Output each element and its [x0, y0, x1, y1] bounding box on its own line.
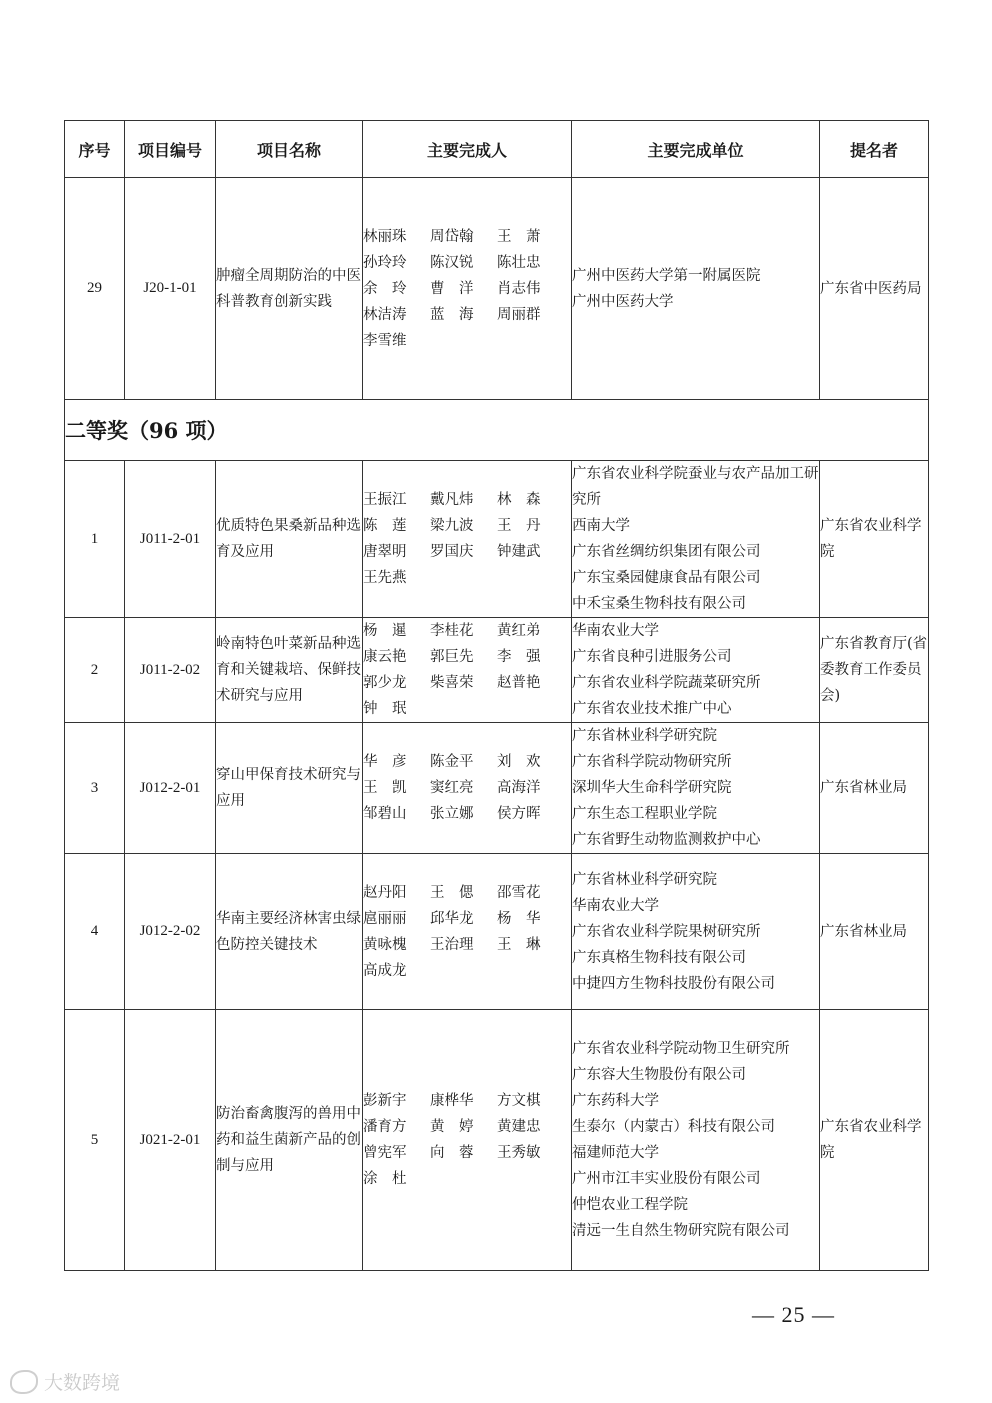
table-header-row: [65, 121, 929, 178]
row-index: 2: [65, 618, 125, 723]
person-name: 肖志伟: [497, 280, 541, 297]
table-row: [65, 723, 929, 854]
person-name: 高海洋: [497, 780, 541, 796]
person-name: 扈丽丽: [363, 910, 407, 927]
person-name: 潘育方: [363, 1119, 407, 1135]
person-name: 邹碧山: [363, 806, 407, 822]
row-people: [363, 178, 572, 400]
person-name: 黄咏槐: [363, 936, 407, 953]
row-code: J20-1-01: [125, 178, 216, 400]
section-row: [65, 400, 929, 461]
person-name: 柴喜荣: [430, 675, 474, 691]
unit-name: 福建师范大学: [572, 1145, 659, 1161]
row-code: J012-2-01: [125, 723, 216, 854]
person-name: 邱华龙: [430, 910, 474, 927]
person-name: 王秀敏: [497, 1145, 541, 1161]
person-name: 黄 婷: [430, 1119, 474, 1135]
person-name: 余 玲: [363, 280, 407, 297]
person-name: 康云艳: [363, 649, 407, 665]
person-name: 杨 华: [497, 910, 541, 927]
person-name: 王 丹: [497, 518, 541, 534]
person-name: 窦红亮: [430, 780, 474, 796]
person-name: 王治理: [430, 936, 474, 953]
person-name: 李 强: [497, 649, 541, 665]
row-project-name: 肿瘤全周期防治的中医科普教育创新实践: [216, 178, 363, 400]
unit-name: 广东药科大学: [572, 1093, 659, 1109]
person-name: 康桦华: [430, 1093, 474, 1109]
person-name: 陈 莲: [363, 518, 407, 534]
person-name: 陈汉锐: [430, 254, 474, 271]
row-code: J012-2-02: [125, 854, 216, 1010]
unit-name: 深圳华大生命科学研究院: [572, 780, 732, 796]
person-name: 张立娜: [430, 806, 474, 822]
row-index: 5: [65, 1010, 125, 1271]
person-name: 方文棋: [497, 1093, 541, 1109]
row-people: [363, 618, 572, 723]
row-people: [363, 723, 572, 854]
unit-name: 广东生态工程职业学院: [572, 806, 717, 822]
person-name: 高成龙: [363, 962, 407, 979]
person-name: 周丽群: [497, 306, 541, 323]
person-name: 王振江: [363, 492, 407, 508]
person-name: 王 凯: [363, 780, 407, 796]
person-name: 赵普艳: [497, 675, 541, 691]
person-name: 赵丹阳: [363, 884, 407, 901]
unit-name: 广州市江丰实业股份有限公司: [572, 1171, 761, 1187]
person-name: 钟建武: [497, 544, 541, 560]
person-name: 杨 暹: [363, 623, 407, 639]
unit-name: 广州中医药大学第一附属医院: [572, 267, 761, 284]
person-name: 彭新宇: [363, 1093, 407, 1109]
person-name: 蓝 海: [430, 306, 474, 323]
row-people: [363, 1010, 572, 1271]
person-name: 林 森: [497, 492, 541, 508]
person-name: 陈壮忠: [497, 254, 541, 271]
row-nominator: 广东省林业局: [820, 723, 929, 854]
person-name: 曾宪军: [363, 1145, 407, 1161]
unit-name: 仲恺农业工程学院: [572, 1197, 688, 1213]
row-index: 4: [65, 854, 125, 1010]
row-index: 3: [65, 723, 125, 854]
unit-name: 广东省林业科学研究院: [572, 871, 717, 888]
person-name: 唐翠明: [363, 544, 407, 560]
person-name: 李雪维: [363, 332, 407, 349]
unit-name: 中捷四方生物科技股份有限公司: [572, 975, 775, 992]
person-name: 曹 洋: [430, 280, 474, 297]
person-name: 戴凡炜: [430, 492, 474, 508]
header-nominator: 提名者: [820, 121, 929, 178]
person-name: 王先燕: [363, 570, 407, 586]
person-name: 周岱翰: [430, 228, 474, 245]
awards-table: [64, 120, 929, 1271]
unit-name: 广东省农业科学院蚕业与农产品加工研究所: [572, 466, 819, 508]
unit-name: 华南农业大学: [572, 897, 659, 914]
row-project-name: 华南主要经济林害虫绿色防控关键技术: [216, 854, 363, 1010]
row-nominator: 广东省林业局: [820, 854, 929, 1010]
row-people: [363, 854, 572, 1010]
page-number: — 25 —: [752, 1302, 835, 1327]
row-project-name: 穿山甲保育技术研究与应用: [216, 723, 363, 854]
unit-name: 华南农业大学: [572, 623, 659, 639]
row-units: [572, 618, 820, 723]
unit-name: 广东省农业科学院蔬菜研究所: [572, 675, 761, 691]
header-index: 序号: [65, 121, 125, 178]
person-name: 向 蓉: [430, 1145, 474, 1161]
second-prize-body: [65, 461, 929, 1271]
unit-name: 中禾宝桑生物科技有限公司: [572, 596, 746, 612]
row-units: [572, 854, 820, 1010]
row-code: J011-2-01: [125, 461, 216, 618]
watermark: [10, 1368, 120, 1395]
header-people: 主要完成人: [363, 121, 572, 178]
unit-name: 西南大学: [572, 518, 630, 534]
person-name: 林洁涛: [363, 306, 407, 323]
row-units: [572, 178, 820, 400]
first-prize-body: [65, 178, 929, 400]
person-name: 刘 欢: [497, 754, 541, 770]
row-code: J011-2-02: [125, 618, 216, 723]
person-name: 华 彦: [363, 754, 407, 770]
unit-name: 广东省农业科学院动物卫生研究所: [572, 1041, 790, 1057]
watermark-text: 大数跨境: [44, 1372, 121, 1394]
row-units: [572, 1010, 820, 1271]
unit-name: 广东真格生物科技有限公司: [572, 949, 746, 966]
unit-name: 广东省农业技术推广中心: [572, 701, 732, 717]
row-people: [363, 461, 572, 618]
unit-name: 广东省良种引进服务公司: [572, 649, 732, 665]
person-name: 孙玲玲: [363, 254, 407, 271]
header-code: 项目编号: [125, 121, 216, 178]
table-row: [65, 854, 929, 1010]
person-name: 梁九波: [430, 518, 474, 534]
row-nominator: 广东省农业科学院: [820, 461, 929, 618]
unit-name: 广东宝桑园健康食品有限公司: [572, 570, 761, 586]
person-name: 郭巨先: [430, 649, 474, 665]
person-name: 王 萧: [497, 228, 541, 245]
person-name: 郭少龙: [363, 675, 407, 691]
unit-name: 广东省农业科学院果树研究所: [572, 923, 761, 940]
header-units: 主要完成单位: [572, 121, 820, 178]
unit-name: 广东省林业科学研究院: [572, 728, 717, 744]
row-project-name: 防治畜禽腹泻的兽用中药和益生菌新产品的创制与应用: [216, 1010, 363, 1271]
table-row: [65, 618, 929, 723]
table-row: [65, 1010, 929, 1271]
watermark-logo-icon: [10, 1370, 38, 1394]
person-name: 李桂花: [430, 623, 474, 639]
person-name: 王 偲: [430, 884, 474, 901]
table-row: [65, 178, 929, 400]
row-units: [572, 723, 820, 854]
person-name: 邵雪花: [497, 884, 541, 901]
person-name: 涂 杜: [363, 1171, 407, 1187]
row-units: [572, 461, 820, 618]
row-code: J021-2-01: [125, 1010, 216, 1271]
person-name: 林丽珠: [363, 228, 407, 245]
section-title: 二等奖（96 项）: [65, 400, 929, 461]
table-row: [65, 461, 929, 618]
row-index: 1: [65, 461, 125, 618]
person-name: 钟 珉: [363, 701, 407, 717]
unit-name: 广州中医药大学: [572, 293, 674, 310]
row-project-name: 岭南特色叶菜新品种选育和关键栽培、保鲜技术研究与应用: [216, 618, 363, 723]
person-name: 侯方晖: [497, 806, 541, 822]
person-name: 王 琳: [497, 936, 541, 953]
unit-name: 广东省科学院动物研究所: [572, 754, 732, 770]
header-name: 项目名称: [216, 121, 363, 178]
person-name: 黄建忠: [497, 1119, 541, 1135]
person-name: 罗国庆: [430, 544, 474, 560]
unit-name: 广东省野生动物监测救护中心: [572, 832, 761, 848]
person-name: 陈金平: [430, 754, 474, 770]
document-page: [64, 120, 928, 1271]
row-nominator: 广东省教育厅(省委教育工作委员会): [820, 618, 929, 723]
unit-name: 广东省丝绸纺织集团有限公司: [572, 544, 761, 560]
row-nominator: 广东省中医药局: [820, 178, 929, 400]
row-nominator: 广东省农业科学院: [820, 1010, 929, 1271]
unit-name: 生泰尔（内蒙古）科技有限公司: [572, 1119, 775, 1135]
unit-name: 广东容大生物股份有限公司: [572, 1067, 746, 1083]
unit-name: 清远一生自然生物研究院有限公司: [572, 1223, 790, 1239]
row-project-name: 优质特色果桑新品种选育及应用: [216, 461, 363, 618]
person-name: 黄红弟: [497, 623, 541, 639]
row-index: 29: [65, 178, 125, 400]
